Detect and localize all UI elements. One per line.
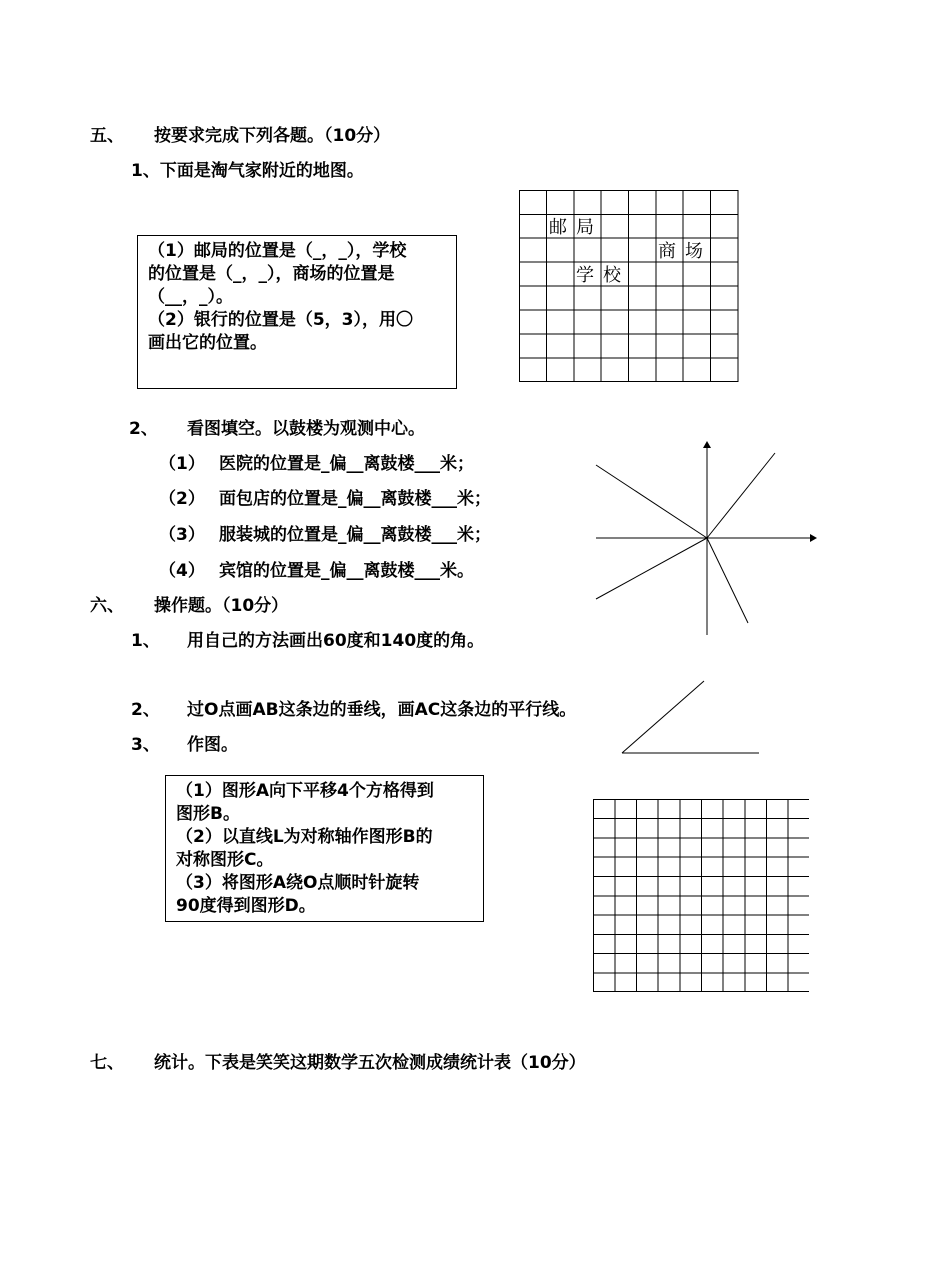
section6-title: 操作题。（10分） [154, 596, 289, 616]
drawing-grid [593, 799, 813, 994]
s6-q1-text: 用自己的方法画出60度和140度的角。 [187, 631, 485, 651]
s5-q2-item [159, 556, 474, 581]
ray-northeast [707, 453, 775, 538]
s5-q2-text: 看图填空。以鼓楼为观测中心。 [187, 419, 425, 439]
s5-q1-question-box [137, 235, 457, 389]
section6-heading [90, 591, 288, 616]
direction-diagram [590, 438, 822, 638]
s5-q1-prompt [131, 156, 364, 181]
section6-number: 六、 [90, 596, 124, 616]
section5-title: 按要求完成下列各题。（10分） [154, 126, 391, 146]
map-label-post-office-1: 邮 [549, 217, 567, 238]
s6-q2-text: 过O点画AB这条边的垂线，画AC这条边的平行线。 [187, 700, 577, 720]
east-arrow-icon [810, 534, 817, 542]
s5-q2-item-text: 宾馆的位置是_偏__离鼓楼___米。 [219, 561, 474, 581]
s6-q3-number: 3、 [131, 735, 160, 755]
angle-figure [618, 678, 763, 758]
s5-q1-box-line: （1）邮局的位置是（_，_），学校 [148, 241, 407, 261]
s6-q3-instruction-box [165, 775, 484, 922]
s5-q1-box-line: （__，_）。 [148, 287, 233, 307]
s5-q2-item-number: （4） [159, 561, 205, 581]
s6-q3-box-line: （1）图形A向下平移4个方格得到 [176, 781, 434, 801]
section5-heading [90, 121, 390, 146]
s6-q3-text: 作图。 [187, 735, 238, 755]
s6-q3-box-line: 对称图形C。 [176, 850, 274, 870]
s5-q2-item-text: 服装城的位置是_偏__离鼓楼___米； [219, 525, 491, 545]
s5-q1-text: 、下面是淘气家附近的地图。 [142, 161, 364, 181]
s5-q2-item [159, 449, 474, 474]
ray-northwest [596, 465, 707, 538]
section7-heading [90, 1048, 586, 1073]
s5-q1-number: 1 [131, 161, 143, 181]
s5-q2-item-number: （3） [159, 525, 205, 545]
s5-q2-item-number: （2） [159, 489, 205, 509]
s5-q2-item-number: （1） [159, 454, 205, 474]
s6-q3-box-line: 图形B。 [176, 804, 240, 824]
s5-q1-box-line: 的位置是（_，_），商场的位置是 [148, 264, 395, 284]
north-arrow-icon [703, 441, 711, 448]
ray-southwest [596, 538, 707, 599]
ray-southeast [707, 538, 748, 623]
s5-q2-item-text: 医院的位置是_偏__离鼓楼___米； [219, 454, 474, 474]
s5-q2-prompt [129, 414, 425, 439]
s6-q2-prompt [131, 695, 576, 720]
s5-q2-item [159, 484, 491, 509]
s5-q1-box-line: （2）银行的位置是（5，3），用〇 [148, 310, 413, 330]
s6-q3-prompt [131, 730, 238, 755]
section7-title: 统计。下表是笑笑这期数学五次检测成绩统计表（10分） [154, 1053, 586, 1073]
s6-q2-number: 2、 [131, 700, 160, 720]
section5-number: 五、 [90, 126, 124, 146]
s6-q1-prompt [131, 626, 484, 651]
s5-q2-item [159, 520, 491, 545]
map-label-mall-1: 商 [658, 241, 676, 262]
s5-q2-number: 2、 [129, 419, 158, 439]
map-label-mall-2: 场 [685, 241, 703, 262]
s6-q3-box-line: 90度得到图形D。 [176, 896, 316, 916]
s6-q3-box-line: （3）将图形A绕O点顺时针旋转 [176, 873, 420, 893]
s6-q1-number: 1、 [131, 631, 160, 651]
map-label-post-office-2: 局 [576, 217, 594, 238]
s6-q3-box-line: （2）以直线L为对称轴作图形B的 [176, 827, 433, 847]
s5-q2-item-text: 面包店的位置是_偏__离鼓楼___米； [219, 489, 491, 509]
neighborhood-map-grid [519, 190, 739, 383]
map-label-school-2: 校 [603, 265, 621, 286]
map-label-school-1: 学 [576, 265, 594, 286]
section7-number: 七、 [90, 1053, 124, 1073]
s5-q1-box-line: 画出它的位置。 [148, 333, 267, 353]
